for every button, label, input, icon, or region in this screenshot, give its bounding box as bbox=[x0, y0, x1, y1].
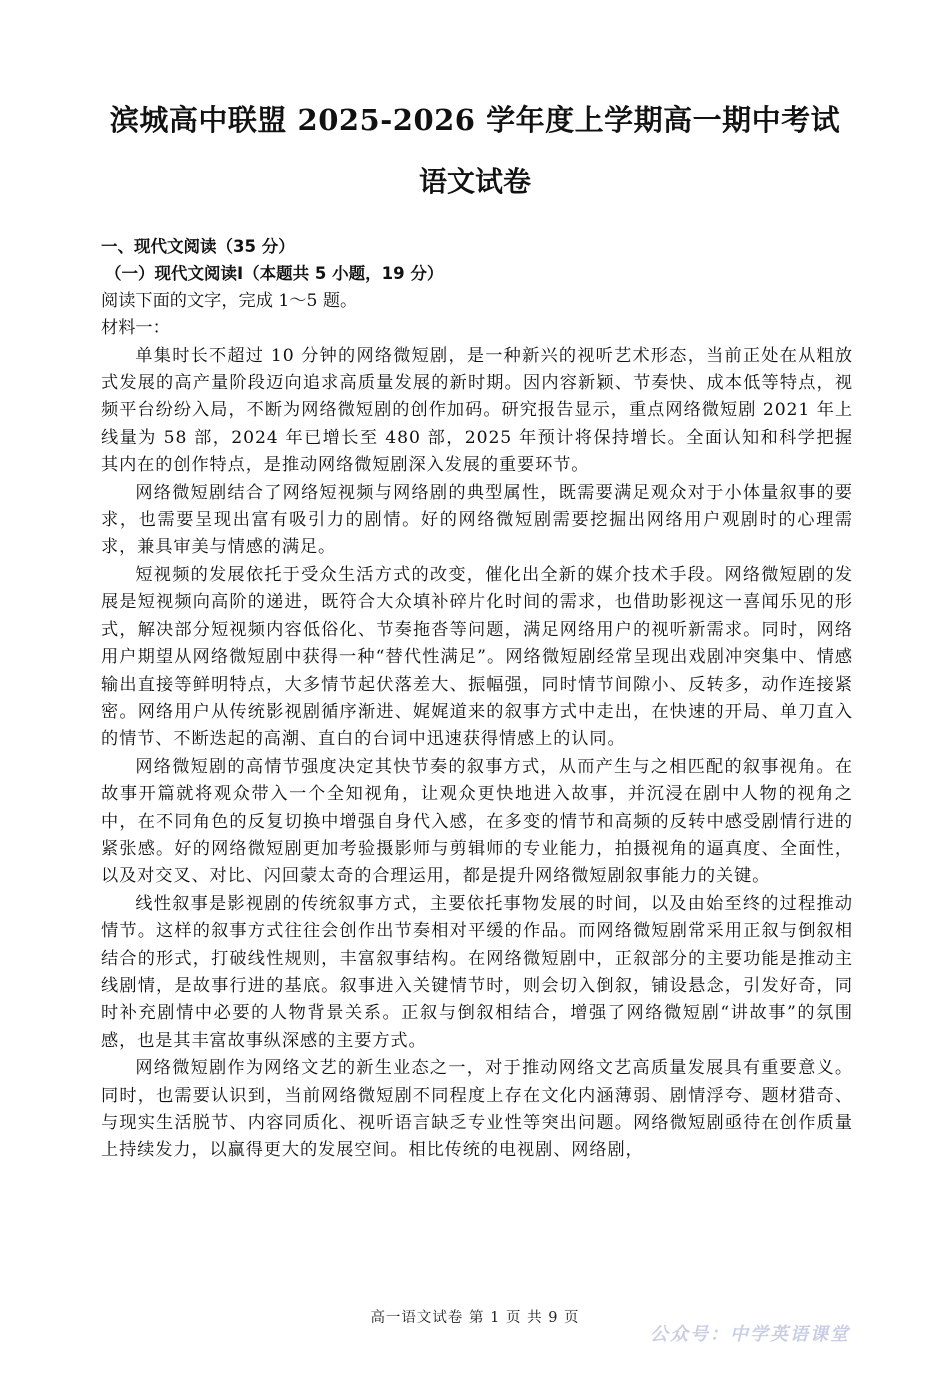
watermark: 公众号：中学英语课堂 bbox=[650, 1324, 850, 1345]
page-footer: 高一语文试卷 第 1 页 共 9 页 bbox=[370, 1310, 580, 1326]
paragraph: 线性叙事是影视剧的传统叙事方式，主要依托事物发展的时间，以及由始至终的过程推动情节。这样的叙事方式往往会创作出节奏相对平缓的作品。而网络微短剧常采用正叙与倒叙相结合的形式，打破线性规则，丰富叙事结构。在网络微短剧中，正叙部分的主要功能是推动主线剧情，是故事行进的基底。叙事进入关键情节时，则会切入倒叙，铺设悬念，引发好奇，同时补充剧情中必要的人物背景关系。正叙与倒叙相结合，增强了网络微短剧“讲故事”的氛围感，也是其丰富故事纵深感的主要方式。 bbox=[101, 893, 853, 1051]
reading-section bbox=[101, 233, 853, 1165]
exam-title: 滨城高中联盟 2025-2026 学年度上学期高一期中考试 bbox=[109, 103, 841, 137]
material-label: 材料一： bbox=[101, 318, 170, 339]
paragraph: 单集时长不超过 10 分钟的网络微短剧，是一种新兴的视听艺术形态，当前正处在从粗放式发展的高产量阶段迈向追求高质量发展的新时期。因内容新颖、节奏快、成本低等特点，视频平台纷纷入局，不断为网络微短剧的创作加码。研究报告显示，重点网络微短剧 2021 年上线量为 58 部，2024 年已增长至 480 部，2025 年预计将保持增长。全面认知和科学把握其内在的创作特点，是推动网络微短剧深入发展的重要环节。 bbox=[101, 345, 853, 476]
paragraph: 网络微短剧作为网络文艺的新生业态之一，对于推动网络文艺高质量发展具有重要意义。同时，也需要认识到，当前网络微短剧不同程度上存在文化内涵薄弱、剧情浮夸、题材猎奇、与现实生活脱节、内容同质化、视听语言缺乏专业性等突出问题。网络微短剧亟待在创作质量上持续发力，以赢得更大的发展空间。相比传统的电视剧、网络剧， bbox=[101, 1058, 853, 1161]
paragraph: 网络微短剧结合了网络短视频与网络剧的典型属性，既需要满足观众对于小体量叙事的要求，也需要呈现出富有吸引力的剧情。好的网络微短剧需要挖掘出网络用户观剧时的心理需求，兼具审美与情感的满足。 bbox=[101, 482, 853, 558]
section-heading: 一、现代文阅读（35 分） bbox=[101, 237, 295, 256]
exam-subtitle: 语文试卷 bbox=[418, 165, 531, 198]
paragraph: 网络微短剧的高情节强度决定其快节奏的叙事方式，从而产生与之相匹配的叙事视角。在故事开篇就将观众带入一个全知视角，让观众更快地进入故事，并沉浸在剧中人物的视角之中，在不同角色的反复切换中增强自身代入感，在多变的情节和高频的反转中感受剧情行进的紧张感。好的网络微短剧更加考验摄影师与剪辑师的专业能力，拍摄视角的逼真度、全面性，以及对交叉、对比、闪回蒙太奇的合理运用，都是提升网络微短剧叙事能力的关键。 bbox=[101, 756, 853, 887]
subsection-heading: （一）现代文阅读Ⅰ（本题共 5 小题，19 分） bbox=[105, 264, 444, 284]
reading-instruction: 阅读下面的文字，完成 1～5 题。 bbox=[101, 290, 358, 311]
paragraph: 短视频的发展依托于受众生活方式的改变，催化出全新的媒介技术手段。网络微短剧的发展是短视频向高阶的递进，既符合大众填补碎片化时间的需求，也借助影视这一喜闻乐见的形式，解决部分短视频内容低俗化、节奏拖沓等问题，满足网络用户的视听新需求。同时，网络用户期望从网络微短剧中获得一种“替代性满足”。网络微短剧经常呈现出戏剧冲突集中、情感输出直接等鲜明特点，大多情节起伏落差大、振幅强，同时情节间隙小、反转多，动作连接紧密。网络用户从传统影视剧循序渐进、娓娓道来的叙事方式中走出，在快速的开局、单刀直入的情节、不断迭起的高潮、直白的台词中迅速获得情感上的认同。 bbox=[101, 564, 853, 750]
